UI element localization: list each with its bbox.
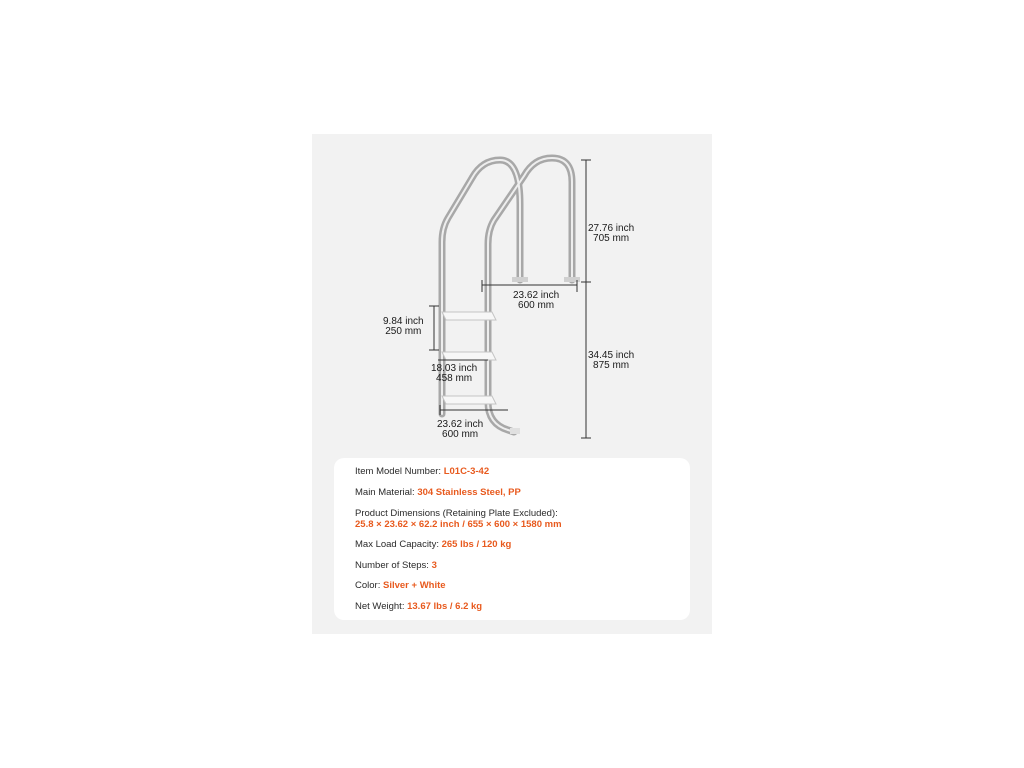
dim-inch: 34.45 inch — [588, 350, 635, 361]
dim-inch: 23.62 inch — [513, 290, 560, 301]
dim-label-step-width — [431, 364, 477, 384]
pool-ladder-illustration — [312, 134, 712, 454]
spec-number-of-steps — [355, 560, 437, 571]
spec-net-weight — [355, 601, 482, 612]
spec-value: 25.8 × 23.62 × 62.2 inch / 655 × 600 × 1580 mm — [355, 519, 562, 530]
dim-label-handrail-spread — [513, 291, 559, 311]
dim-mm: 600 mm — [442, 429, 479, 440]
dim-inch: 27.76 inch — [588, 223, 635, 234]
spec-value: L01C-3-42 — [443, 466, 490, 477]
spec-value: 304 Stainless Steel, PP — [417, 487, 521, 498]
dim-label-bottom-height — [588, 351, 634, 371]
spec-label: Product Dimensions (Retaining Plate Excluded): — [355, 508, 558, 519]
dim-label-base-width — [437, 420, 483, 440]
spec-label: Item Model Number: — [355, 466, 442, 477]
dim-inch: 23.62 inch — [437, 419, 484, 430]
spec-product-dimensions — [355, 508, 562, 530]
spec-label: Color: — [355, 580, 381, 591]
spec-color — [355, 580, 446, 591]
foot-cap — [510, 428, 520, 434]
spec-model-number — [355, 466, 489, 477]
product-card — [312, 134, 712, 634]
spec-value: Silver + White — [382, 580, 446, 591]
spec-label: Main Material: — [355, 487, 415, 498]
spec-label: Max Load Capacity: — [355, 539, 439, 550]
spec-value: 13.67 lbs / 6.2 kg — [407, 601, 483, 612]
dim-mm: 600 mm — [518, 300, 555, 311]
spec-max-load — [355, 539, 511, 550]
spec-label: Net Weight: — [355, 601, 405, 612]
dim-label-top-height — [588, 224, 634, 244]
dim-mm: 458 mm — [436, 373, 473, 384]
spec-main-material — [355, 487, 521, 498]
dim-mm: 875 mm — [593, 360, 630, 371]
base-plate — [512, 277, 528, 282]
dim-inch: 18.03 inch — [431, 363, 478, 374]
base-plate — [564, 277, 580, 282]
dim-mm: 705 mm — [593, 233, 630, 244]
spec-value: 3 — [431, 560, 437, 571]
dim-inch: 9.84 inch — [383, 316, 424, 327]
dim-label-step-spacing — [383, 317, 424, 337]
spec-label: Number of Steps: — [355, 560, 429, 571]
spec-value: 265 lbs / 120 kg — [441, 539, 512, 550]
dim-mm: 250 mm — [385, 326, 422, 337]
